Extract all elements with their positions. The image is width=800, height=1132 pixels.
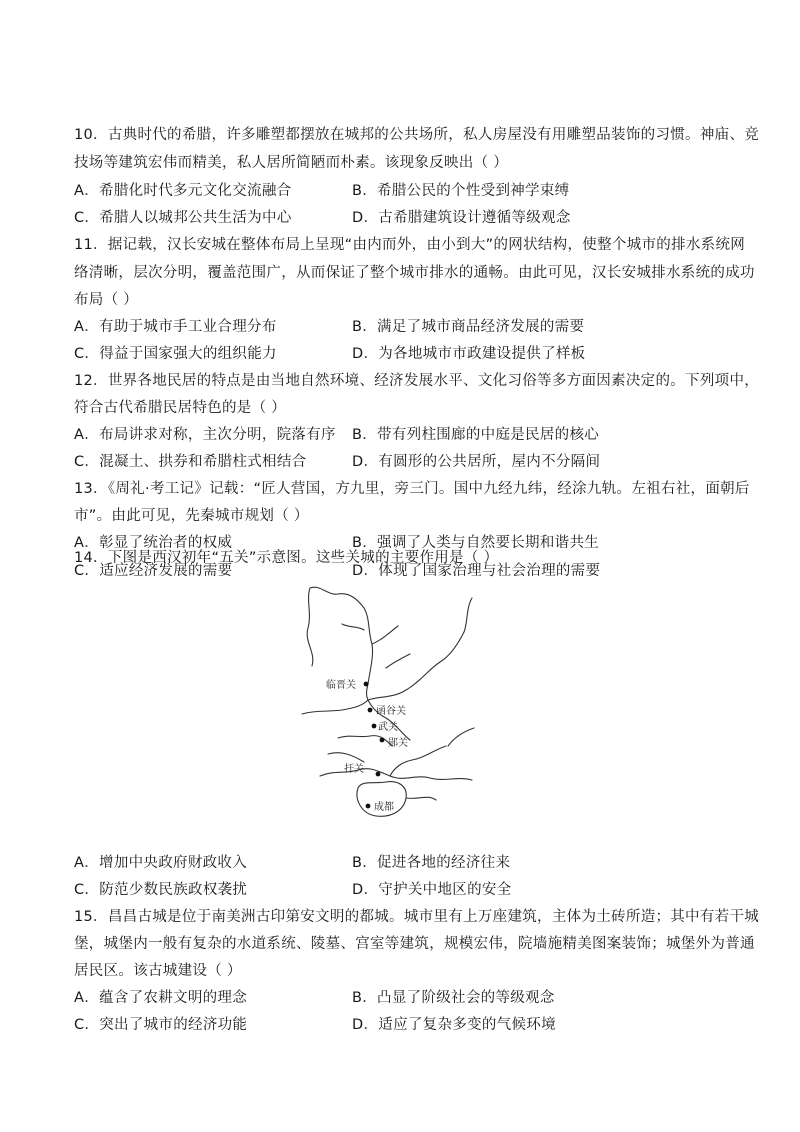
question-11-stem-line-3: 布局（ ） bbox=[74, 292, 139, 308]
question-13-stem-line-2: 市”。由此可见，先秦城市规划（ ） bbox=[74, 508, 309, 524]
question-11-stem-line-2: 络清晰，层次分明，覆盖范围广，从而保证了整个城市排水的通畅。由此可见，汉长安城排水系统的成功 bbox=[74, 265, 755, 281]
yangtze-river bbox=[320, 769, 472, 780]
question-15-stem-line-1: 15．昌昌古城是位于南美洲古印第安文明的都城。城市里有上万座建筑，主体为土砖所造；其中有若干城 bbox=[74, 909, 760, 925]
question-10-option-c[interactable]: C．希腊人以城邦公共生活为中心 bbox=[74, 210, 292, 226]
question-12-option-c[interactable]: C．混凝土、拱券和希腊柱式相结合 bbox=[74, 454, 307, 470]
chengdu-label: 成都 bbox=[374, 802, 394, 813]
question-14-stem-line-1: 14．下图是西汉初年“五关”示意图。这些关城的主要作用是（ ） bbox=[74, 550, 499, 566]
chengdu-marker bbox=[366, 804, 371, 809]
question-15-stem-line-2: 堡，城堡内一般有复杂的水道系统、陵墓、宫室等建筑，规模宏伟，院墙施精美图案装饰；城堡外为普通 bbox=[74, 936, 755, 952]
five-passes-map-svg bbox=[298, 578, 482, 820]
linjin-pass-label: 临晋关 bbox=[326, 680, 356, 691]
linjin-pass-marker bbox=[364, 682, 369, 687]
question-15-option-b[interactable]: B．凸显了阶级社会的等级观念 bbox=[352, 990, 555, 1006]
question-10-stem-line-2: 技场等建筑宏伟而精美，私人居所简陋而朴素。该现象反映出（ ） bbox=[74, 155, 509, 171]
river-south-3 bbox=[328, 753, 364, 762]
question-13-stem-line-1: 13．《周礼·考工记》记载：“匠人营国，方九里，旁三门。国中九经九纬，经涂九轨。左祖右社，面朝后 bbox=[74, 481, 750, 497]
question-10-option-d[interactable]: D．古希腊建筑设计遵循等级观念 bbox=[352, 210, 571, 226]
question-12-stem-line-2: 符合古代希腊民居特色的是（ ） bbox=[74, 400, 287, 416]
river-basin-east bbox=[406, 797, 436, 800]
hangu-pass-label: 函谷关 bbox=[376, 706, 406, 717]
yun-pass-marker bbox=[380, 738, 385, 743]
question-11-option-d[interactable]: D．为各地城市市政建设提供了样板 bbox=[352, 346, 586, 362]
question-13-option-c[interactable]: C．适应经济发展的需要 bbox=[74, 563, 233, 579]
question-14-option-d[interactable]: D．守护关中地区的安全 bbox=[352, 882, 512, 898]
question-14-option-b[interactable]: B．促进各地的经济往来 bbox=[352, 855, 511, 871]
question-15-stem-line-3: 居民区。该古城建设（ ） bbox=[74, 963, 242, 979]
question-10-option-a[interactable]: A．希腊化时代多元文化交流融合 bbox=[74, 183, 292, 199]
tributary-ne-1 bbox=[372, 626, 398, 644]
wu-pass-marker bbox=[372, 724, 377, 729]
han-river bbox=[390, 746, 446, 776]
tributary-nw bbox=[342, 624, 364, 630]
hangu-pass-marker bbox=[368, 708, 373, 713]
question-15-option-c[interactable]: C．突出了城市的经济功能 bbox=[74, 1017, 248, 1033]
question-11-option-c[interactable]: C．得益于国家强大的组织能力 bbox=[74, 346, 277, 362]
question-10-stem-line-1: 10．古典时代的希腊，许多雕塑都摆放在城邦的公共场所，私人房屋没有用雕塑品装饰的习惯。神庙、竞 bbox=[74, 127, 760, 143]
han-pass-marker bbox=[376, 772, 381, 777]
question-12-option-d[interactable]: D．有圆形的公共居所，屋内不分隔间 bbox=[352, 454, 601, 470]
yun-pass-label: 郧关 bbox=[388, 738, 408, 749]
tributary-ne-2 bbox=[386, 654, 410, 668]
question-13-option-a[interactable]: A．彰显了统治者的权威 bbox=[74, 535, 233, 551]
wei-river bbox=[302, 700, 368, 714]
question-13-option-b[interactable]: B．强调了人类与自然要长期和谐共生 bbox=[352, 535, 600, 551]
question-12-option-b[interactable]: B．带有列柱围廊的中庭是民居的核心 bbox=[352, 427, 600, 443]
five-passes-map bbox=[298, 578, 482, 820]
question-14-option-a[interactable]: A．增加中央政府财政收入 bbox=[74, 855, 248, 871]
question-12-option-a[interactable]: A．布局讲求对称，主次分明，院落有序 bbox=[74, 427, 336, 443]
yellow-river-east bbox=[368, 598, 472, 700]
question-15-option-d[interactable]: D．适应了复杂多变的气候环境 bbox=[352, 1017, 556, 1033]
upper-river-west bbox=[307, 588, 313, 666]
han-pass-label: 扞关 bbox=[344, 764, 364, 775]
question-10-option-b[interactable]: B．希腊公民的个性受到神学束缚 bbox=[352, 183, 570, 199]
question-11-stem-line-1: 11．据记载，汉长安城在整体布局上呈现“由内而外，由小到大”的网状结构，使整个城市的排水系统网 bbox=[74, 237, 746, 253]
wu-pass-label: 武关 bbox=[378, 722, 398, 733]
question-15-option-a[interactable]: A．蕴含了农耕文明的理念 bbox=[74, 990, 248, 1006]
question-14-option-c[interactable]: C．防范少数民族政权袭扰 bbox=[74, 882, 248, 898]
river-east-branch bbox=[448, 728, 474, 746]
question-11-option-a[interactable]: A．有助于城市手工业合理分布 bbox=[74, 319, 277, 335]
question-11-option-b[interactable]: B．满足了城市商品经济发展的需要 bbox=[352, 319, 585, 335]
question-13-option-d[interactable]: D．体现了国家治理与社会治理的需要 bbox=[352, 563, 601, 579]
question-12-stem-line-1: 12．世界各地民居的特点是由当地自然环境、经济发展水平、文化习俗等多方面因素决定的。下列项中， bbox=[74, 373, 760, 389]
